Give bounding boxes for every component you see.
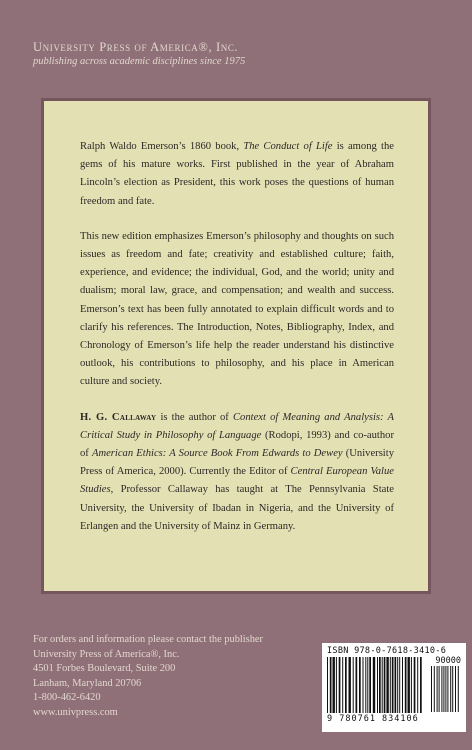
barcode-bar (353, 657, 354, 713)
contact-address-1: 4501 Forbes Boulevard, Suite 200 (33, 663, 176, 675)
addon-barcode-bars (431, 666, 461, 712)
barcode-bar (395, 657, 397, 713)
barcode-bar (447, 666, 448, 712)
bio-journal: Central European Value Studies (80, 466, 394, 496)
barcode-bar (450, 666, 451, 712)
bio-text-b: (Rodopi, 1993) and co-author of (80, 429, 394, 460)
publisher-contact (33, 633, 263, 721)
barcode-bar (411, 657, 412, 713)
barcode-bar (377, 657, 378, 713)
barcode-bar (392, 657, 394, 713)
barcode-bar (434, 666, 435, 712)
barcode-bar (327, 657, 328, 713)
bio-text-a: is the author of (156, 411, 233, 423)
barcode-bar (420, 657, 422, 713)
barcode-bar (359, 657, 361, 713)
barcode-bar (342, 657, 343, 713)
barcode-bar (397, 657, 398, 713)
barcode-bar (386, 657, 388, 713)
barcode-bar (369, 657, 371, 713)
barcode-bar (379, 657, 381, 713)
barcode-bar (445, 666, 446, 712)
barcode-bar (441, 666, 442, 712)
barcode-bar (452, 666, 453, 712)
barcode-bar (439, 666, 440, 712)
isbn-barcode (322, 643, 466, 732)
barcode-bar (336, 657, 337, 713)
description-paragraph-2: This new edition emphasizes Emerson’s philosophy and thoughts on such issues as freedom and fate; creativity and established culture; faith, experience, and evidence; the individual, God, and the world; unity and dualism; moral law, grace, and compensation; and wealth and success. Emerson’s text has been fully annotated to explain difficult words and to clarify his references. The Introduction, Notes, Bibliography, Index, and Chronology of Emerson’s life help the reader understand his distinctive outlook, his contributions to philosophy, and his place in American culture and society. (80, 230, 394, 388)
barcode-bar (399, 657, 400, 713)
barcode-bar (458, 666, 459, 712)
barcode-bar (356, 657, 358, 713)
p1-text-a: Ralph Waldo Emerson’s 1860 book, (80, 141, 244, 152)
bio-text-d: , Professor Callaway has taught at The Pennsylvania State University, the University of Ibadan in Nigeria, and the University of Erlangen and the University of Mainz in Germany. (80, 484, 394, 532)
bio-text-c: (University Press of America, 2000). Currently the Editor of (80, 448, 394, 478)
barcode-bar (333, 657, 335, 713)
ean-barcode-bars (327, 657, 423, 713)
barcode-bar (443, 666, 444, 712)
author-bio (80, 409, 394, 536)
barcode-bar (373, 657, 375, 713)
contact-website: www.univpress.com (33, 706, 118, 718)
bio-book-1: Context of Meaning and Analysis: A Critical Study in Philosophy of Language (80, 411, 395, 441)
barcode-row (327, 657, 461, 713)
bio-book-2: American Ethics: A Source Book From Edwards to Dewey (91, 448, 343, 460)
barcode-digits: 9 780761 834106 (327, 714, 419, 724)
contact-address-2: Lanham, Maryland 20706 (33, 677, 142, 689)
isbn-number: ISBN 978-0-7618-3410-6 (327, 646, 447, 656)
barcode-bar (384, 657, 386, 713)
barcode-bar (382, 657, 383, 713)
barcode-bar (367, 657, 368, 713)
barcode-bar (455, 666, 456, 712)
p1-text-b: is among the gems of his mature works. First published in the year of Abraham Lincoln’s election as President, this work poses the questions of human freedom and fate. (80, 141, 394, 207)
barcode-bar (402, 657, 403, 713)
author-name: H. G. Callaway (80, 411, 157, 423)
barcode-bar (437, 666, 438, 712)
publisher-tagline: publishing across academic disciplines since 1975 (33, 56, 246, 67)
barcode-bar (363, 657, 364, 713)
barcode-bar (330, 657, 332, 713)
barcode-bar (349, 657, 351, 713)
description-paragraph-1 (80, 138, 394, 211)
publisher-name: University Press of America®, Inc. (33, 40, 239, 54)
contact-line-1: For orders and information please contact the publisher (33, 634, 263, 645)
barcode-bar (408, 657, 410, 713)
barcode-bar (414, 657, 416, 713)
barcode-bar (390, 657, 391, 713)
barcode-bar (339, 657, 341, 713)
contact-phone: 1-800-462-6420 (33, 692, 101, 704)
publisher-header (33, 40, 245, 67)
barcode-bar (431, 666, 432, 712)
barcode-bar (417, 657, 418, 713)
contact-line-2: University Press of America®, Inc. (33, 648, 180, 660)
description-panel (41, 98, 431, 594)
barcode-bar (405, 657, 407, 713)
barcode-bar (365, 657, 366, 713)
price-code: 90000 (435, 656, 461, 666)
barcode-bar (345, 657, 347, 713)
book-title: The Conduct of Life (243, 141, 333, 152)
